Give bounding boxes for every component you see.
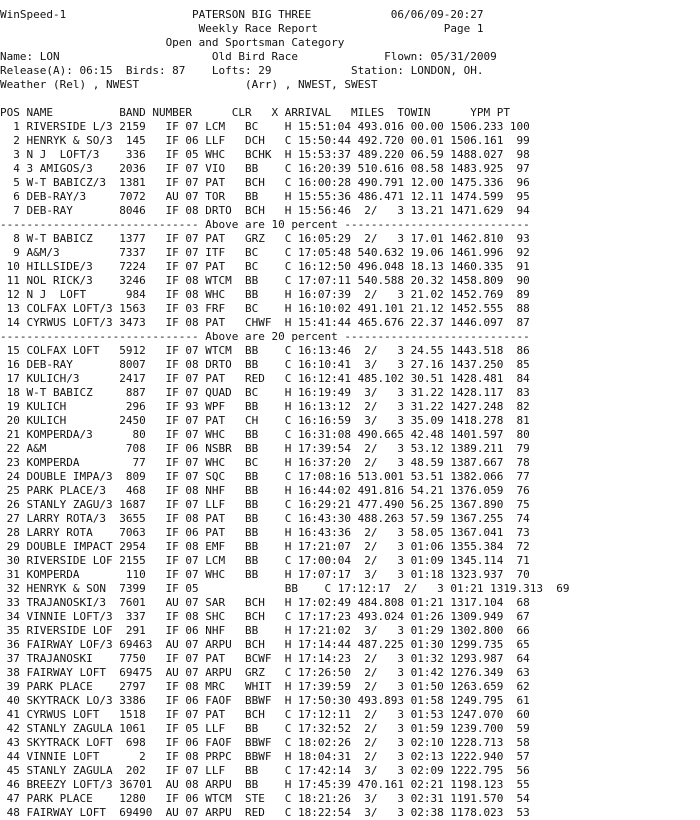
result-row: 46 BREEZY LOFT/3 36701 AU 08 ARPU BB H 17:45:39 470.161 02:21 1198.123 55 bbox=[0, 778, 530, 791]
result-row: 19 KULICH 296 IF 93 WPF BB H 16:13:12 2/ 3 31.22 1427.248 82 bbox=[0, 400, 530, 413]
result-row: 21 KOMPERDA/3 80 IF 07 WHC BB C 16:31:08 490.665 42.48 1401.597 80 bbox=[0, 428, 530, 441]
percent-divider: ------------------------------ Above are 20 percent ---------------------------- bbox=[0, 330, 530, 343]
result-row: 48 FAIRWAY LOFT 69490 AU 07 ARPU RED C 18:22:54 3/ 3 02:38 1178.023 53 bbox=[0, 806, 530, 819]
result-row: 4 3 AMIGOS/3 2036 IF 07 VIO BB C 16:20:39 510.616 08.58 1483.925 97 bbox=[0, 162, 530, 175]
result-row: 11 NOL RICK/3 3246 IF 08 WTCM BB C 17:07:11 540.588 20.32 1458.809 90 bbox=[0, 274, 530, 287]
result-row: 39 PARK PLACE 2797 IF 08 MRC WHIT H 17:39:59 2/ 3 01:50 1263.659 62 bbox=[0, 680, 530, 693]
result-row: 40 SKYTRACK LO/3 3386 IF 06 FAOF BBWF H 17:50:30 493.893 01:58 1249.795 61 bbox=[0, 694, 530, 707]
report-subtitle-line: Weekly Race Report Page 1 bbox=[0, 22, 484, 35]
result-row: 32 HENRYK & SON 7399 IF 05 BB C 17:12:17 2/ 3 01:21 1319.313 69 bbox=[0, 582, 570, 595]
result-row: 9 A&M/3 7337 IF 07 ITF BC C 17:05:48 540.632 19.06 1461.996 92 bbox=[0, 246, 530, 259]
report-title-line: WinSpeed-1 PATERSON BIG THREE 06/06/09-20:27 bbox=[0, 8, 484, 21]
result-row: 24 DOUBLE IMPA/3 809 IF 07 SQC BB C 17:08:16 513.001 53.51 1382.066 77 bbox=[0, 470, 530, 483]
result-row: 5 W-T BABICZ/3 1381 IF 07 PAT BCH C 16:00:28 490.791 12.00 1475.336 96 bbox=[0, 176, 530, 189]
race-info-line: Name: LON Old Bird Race Flown: 05/31/2009 bbox=[0, 50, 497, 63]
blank-line bbox=[0, 92, 700, 106]
result-row: 41 CYRWUS LOFT 1518 IF 07 PAT BCH C 17:12:11 2/ 3 01:53 1247.070 60 bbox=[0, 708, 530, 721]
result-row: 31 KOMPERDA 110 IF 07 WHC BB H 17:07:17 3/ 3 01:18 1323.937 70 bbox=[0, 568, 530, 581]
result-row: 43 SKYTRACK LOFT 698 IF 06 FAOF BBWF C 18:02:26 2/ 3 02:10 1228.713 58 bbox=[0, 736, 530, 749]
result-row: 27 LARRY ROTA/3 3655 IF 08 PAT BB C 16:43:30 488.263 57.59 1367.255 74 bbox=[0, 512, 530, 525]
release-info-line: Release(A): 06:15 Birds: 87 Lofts: 29 Station: LONDON, OH. bbox=[0, 64, 484, 77]
weather-line: Weather (Rel) , NWEST (Arr) , NWEST, SWEST bbox=[0, 78, 378, 91]
result-row: 34 VINNIE LOFT/3 337 IF 08 SHC BCH C 17:17:23 493.024 01:26 1309.949 67 bbox=[0, 610, 530, 623]
result-row: 12 N J LOFT 984 IF 08 WHC BB H 16:07:39 2/ 3 21.02 1452.769 89 bbox=[0, 288, 530, 301]
result-row: 45 STANLY ZAGULA 202 IF 07 LLF BB C 17:42:14 3/ 3 02:09 1222.795 56 bbox=[0, 764, 530, 777]
result-row: 20 KULICH 2450 IF 07 PAT CH C 16:16:59 3/ 3 35.09 1418.278 81 bbox=[0, 414, 530, 427]
result-row: 6 DEB-RAY/3 7072 AU 07 TOR BB H 15:55:36 486.471 12.11 1474.599 95 bbox=[0, 190, 530, 203]
result-row: 44 VINNIE LOFT 2 IF 08 PRPC BBWF H 18:04:31 2/ 3 02:13 1222.940 57 bbox=[0, 750, 530, 763]
result-row: 22 A&M 708 IF 06 NSBR BB H 17:39:54 2/ 3 53.12 1389.211 79 bbox=[0, 442, 530, 455]
result-row: 42 STANLY ZAGULA 1061 IF 05 LLF BB C 17:32:52 2/ 3 01:59 1239.700 59 bbox=[0, 722, 530, 735]
percent-divider: ------------------------------ Above are 10 percent ---------------------------- bbox=[0, 218, 530, 231]
result-row: 13 COLFAX LOFT/3 1563 IF 03 FRF BC H 16:10:02 491.101 21.12 1452.555 88 bbox=[0, 302, 530, 315]
result-row: 29 DOUBLE IMPACT 2954 IF 08 EMF BB H 17:21:07 2/ 3 01:06 1355.384 72 bbox=[0, 540, 530, 553]
result-row: 35 RIVERSIDE LOF 291 IF 06 NHF BB H 17:21:02 3/ 3 01:29 1302.800 66 bbox=[0, 624, 530, 637]
result-row: 37 TRAJANOSKI 7750 IF 07 PAT BCWF H 17:14:23 2/ 3 01:32 1293.987 64 bbox=[0, 652, 530, 665]
result-row: 15 COLFAX LOFT 5912 IF 07 WTCM BB C 16:13:46 2/ 3 24.55 1443.518 86 bbox=[0, 344, 530, 357]
result-row: 7 DEB-RAY 8046 IF 08 DRTO BCH H 15:56:46 2/ 3 13.21 1471.629 94 bbox=[0, 204, 530, 217]
result-row: 8 W-T BABICZ 1377 IF 07 PAT GRZ C 16:05:29 2/ 3 17.01 1462.810 93 bbox=[0, 232, 530, 245]
result-row: 16 DEB-RAY 8007 IF 08 DRTO BB C 16:10:41 3/ 3 27.16 1437.250 85 bbox=[0, 358, 530, 371]
result-row: 25 PARK PLACE/3 468 IF 08 NHF BB H 16:44:02 491.816 54.21 1376.059 76 bbox=[0, 484, 530, 497]
result-row: 26 STANLY ZAGU/3 1687 IF 07 LLF BB C 16:29:21 477.490 56.25 1367.890 75 bbox=[0, 498, 530, 511]
result-row: 33 TRAJANOSKI/3 7601 AU 07 SAR BCH H 17:02:49 484.808 01:21 1317.104 68 bbox=[0, 596, 530, 609]
column-header-line: POS NAME BAND NUMBER CLR X ARRIVAL MILES TOWIN YPM PT bbox=[0, 106, 510, 119]
result-row: 36 FAIRWAY LOF/3 69463 AU 07 ARPU BCH H 17:14:44 487.225 01:30 1299.735 65 bbox=[0, 638, 530, 651]
result-row: 18 W-T BABICZ 887 IF 07 QUAD BC H 16:19:49 3/ 3 31.22 1428.117 83 bbox=[0, 386, 530, 399]
result-row: 30 RIVERSIDE LOF 2155 IF 07 LCM BB C 17:00:04 2/ 3 01:09 1345.114 71 bbox=[0, 554, 530, 567]
result-row: 14 CYRWUS LOFT/3 3473 IF 08 PAT CHWF H 15:41:44 465.676 22.37 1446.097 87 bbox=[0, 316, 530, 329]
result-row: 38 FAIRWAY LOFT 69475 AU 07 ARPU GRZ C 17:26:50 2/ 3 01:42 1276.349 63 bbox=[0, 666, 530, 679]
result-row: 3 N J LOFT/3 336 IF 05 WHC BCHK H 15:53:37 489.220 06.59 1488.027 98 bbox=[0, 148, 530, 161]
result-row: 10 HILLSIDE/3 7224 IF 07 PAT BC C 16:12:50 496.048 18.13 1460.335 91 bbox=[0, 260, 530, 273]
category-line: Open and Sportsman Category bbox=[0, 36, 345, 49]
result-row: 17 KULICH/3 2417 IF 07 PAT RED C 16:12:41 485.102 30.51 1428.481 84 bbox=[0, 372, 530, 385]
result-row: 2 HENRYK & SO/3 145 IF 06 LLF DCH C 15:50:44 492.720 00.01 1506.161 99 bbox=[0, 134, 530, 147]
result-row: 1 RIVERSIDE L/3 2159 IF 07 LCM BC H 15:51:04 493.016 00.00 1506.233 100 bbox=[0, 120, 530, 133]
result-row: 23 KOMPERDA 77 IF 07 WHC BC H 16:37:20 2/ 3 48.59 1387.667 78 bbox=[0, 456, 530, 469]
result-row: 47 PARK PLACE 1280 IF 06 WTCM STE C 18:21:26 3/ 3 02:31 1191.570 54 bbox=[0, 792, 530, 805]
result-row: 28 LARRY ROTA 7063 IF 06 PAT BB H 16:43:36 2/ 3 58.05 1367.041 73 bbox=[0, 526, 530, 539]
